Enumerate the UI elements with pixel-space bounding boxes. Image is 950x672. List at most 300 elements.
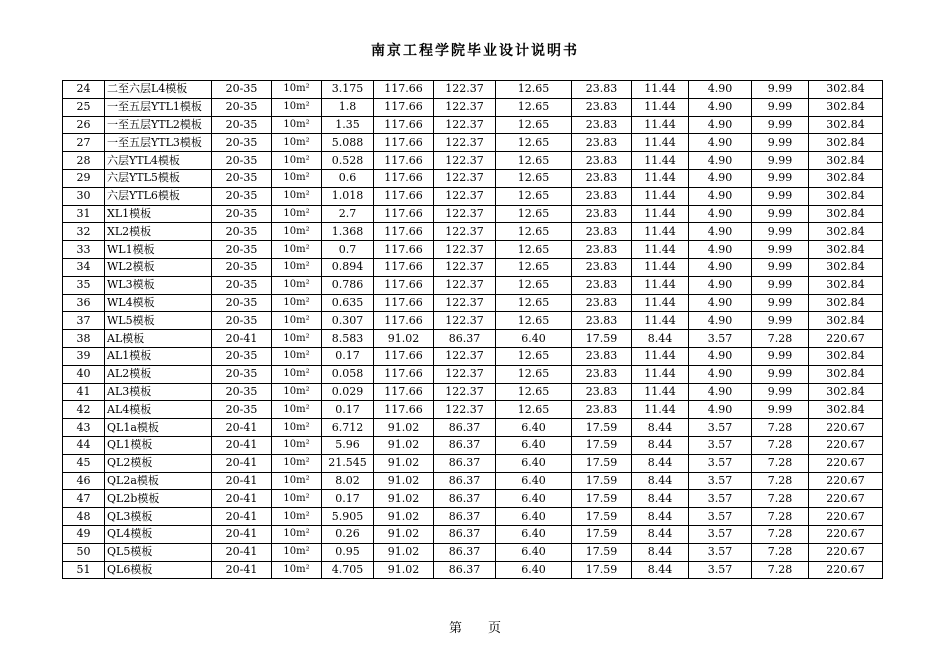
cell-quantity: 4.705 [322, 561, 374, 579]
table-row [63, 543, 883, 561]
cell-quota-code: 20-35 [212, 401, 272, 419]
cell-row-number: 31 [63, 205, 105, 223]
cell-quantity: 1.8 [322, 98, 374, 116]
table-row [63, 98, 883, 116]
cell-machine-cost: 23.83 [572, 383, 632, 401]
cell-tax: 9.99 [752, 116, 809, 134]
footer-page-prefix: 第 [448, 621, 462, 636]
cell-item-name: WL3模板 [105, 276, 212, 294]
cell-row-number: 48 [63, 508, 105, 526]
cell-labor-cost: 122.37 [434, 276, 496, 294]
cell-base-price: 117.66 [374, 205, 434, 223]
cell-tax: 9.99 [752, 134, 809, 152]
cell-quantity: 1.018 [322, 187, 374, 205]
cell-tax: 9.99 [752, 294, 809, 312]
cell-machine-cost: 23.83 [572, 205, 632, 223]
cell-tax: 9.99 [752, 276, 809, 294]
cell-labor-cost: 86.37 [434, 508, 496, 526]
cell-labor-cost: 86.37 [434, 472, 496, 490]
cell-tax: 9.99 [752, 205, 809, 223]
cell-item-name: 六层YTL6模板 [105, 187, 212, 205]
cell-quota-code: 20-35 [212, 294, 272, 312]
cell-total: 302.84 [809, 347, 883, 365]
cell-material-cost: 12.65 [496, 205, 572, 223]
cell-profit: 4.90 [689, 383, 752, 401]
cell-item-name: QL1模板 [105, 436, 212, 454]
cell-base-price: 117.66 [374, 152, 434, 170]
cell-tax: 7.28 [752, 490, 809, 508]
cell-row-number: 32 [63, 223, 105, 241]
cell-material-cost: 6.40 [496, 330, 572, 348]
cell-material-cost: 12.65 [496, 116, 572, 134]
table-row [63, 276, 883, 294]
cell-tax: 9.99 [752, 152, 809, 170]
cell-quantity: 0.17 [322, 401, 374, 419]
cell-management-fee: 11.44 [632, 152, 689, 170]
cell-row-number: 46 [63, 472, 105, 490]
cell-row-number: 30 [63, 187, 105, 205]
cell-management-fee: 8.44 [632, 543, 689, 561]
cell-base-price: 91.02 [374, 472, 434, 490]
data-table [62, 80, 883, 579]
cell-machine-cost: 23.83 [572, 187, 632, 205]
cell-base-price: 91.02 [374, 330, 434, 348]
cell-quantity: 6.712 [322, 419, 374, 437]
cell-quota-code: 20-41 [212, 419, 272, 437]
cell-material-cost: 12.65 [496, 294, 572, 312]
cell-unit: 10m² [272, 454, 322, 472]
cell-total: 302.84 [809, 312, 883, 330]
cell-tax: 7.28 [752, 436, 809, 454]
table-row [63, 294, 883, 312]
cell-unit: 10m² [272, 561, 322, 579]
cell-material-cost: 6.40 [496, 525, 572, 543]
cell-row-number: 51 [63, 561, 105, 579]
cell-item-name: AL2模板 [105, 365, 212, 383]
cell-profit: 4.90 [689, 169, 752, 187]
cell-tax: 9.99 [752, 81, 809, 99]
cell-tax: 7.28 [752, 525, 809, 543]
table-row [63, 365, 883, 383]
cell-total: 302.84 [809, 276, 883, 294]
cell-quantity: 5.96 [322, 436, 374, 454]
cell-total: 220.67 [809, 330, 883, 348]
table-row [63, 258, 883, 276]
cell-unit: 10m² [272, 169, 322, 187]
cell-total: 302.84 [809, 205, 883, 223]
cell-total: 220.67 [809, 419, 883, 437]
cell-base-price: 117.66 [374, 276, 434, 294]
cell-profit: 4.90 [689, 401, 752, 419]
cell-base-price: 117.66 [374, 169, 434, 187]
cell-unit: 10m² [272, 330, 322, 348]
cell-unit: 10m² [272, 543, 322, 561]
cell-total: 302.84 [809, 258, 883, 276]
cell-machine-cost: 23.83 [572, 401, 632, 419]
cell-row-number: 26 [63, 116, 105, 134]
cell-row-number: 28 [63, 152, 105, 170]
cell-tax: 9.99 [752, 241, 809, 259]
cell-labor-cost: 122.37 [434, 152, 496, 170]
cell-base-price: 91.02 [374, 454, 434, 472]
cell-management-fee: 8.44 [632, 436, 689, 454]
cell-base-price: 117.66 [374, 223, 434, 241]
cell-labor-cost: 86.37 [434, 419, 496, 437]
cell-quantity: 3.175 [322, 81, 374, 99]
cell-base-price: 117.66 [374, 187, 434, 205]
cell-material-cost: 6.40 [496, 561, 572, 579]
cell-unit: 10m² [272, 490, 322, 508]
cell-machine-cost: 17.59 [572, 330, 632, 348]
cell-row-number: 50 [63, 543, 105, 561]
cell-unit: 10m² [272, 312, 322, 330]
cell-quantity: 1.368 [322, 223, 374, 241]
cell-total: 220.67 [809, 436, 883, 454]
cell-item-name: QL2b模板 [105, 490, 212, 508]
cell-labor-cost: 86.37 [434, 490, 496, 508]
cell-total: 220.67 [809, 561, 883, 579]
cell-base-price: 91.02 [374, 508, 434, 526]
table-row [63, 152, 883, 170]
table-row [63, 312, 883, 330]
cell-total: 302.84 [809, 134, 883, 152]
cell-material-cost: 12.65 [496, 383, 572, 401]
cell-quota-code: 20-35 [212, 98, 272, 116]
cell-quantity: 2.7 [322, 205, 374, 223]
cell-management-fee: 11.44 [632, 383, 689, 401]
cell-total: 302.84 [809, 169, 883, 187]
cell-quota-code: 20-35 [212, 169, 272, 187]
cell-quantity: 0.6 [322, 169, 374, 187]
cell-management-fee: 11.44 [632, 98, 689, 116]
cell-quota-code: 20-41 [212, 472, 272, 490]
cell-quota-code: 20-35 [212, 205, 272, 223]
cell-machine-cost: 23.83 [572, 134, 632, 152]
cell-unit: 10m² [272, 152, 322, 170]
cell-unit: 10m² [272, 116, 322, 134]
cell-management-fee: 11.44 [632, 187, 689, 205]
cell-quota-code: 20-35 [212, 312, 272, 330]
cell-material-cost: 6.40 [496, 543, 572, 561]
cell-tax: 9.99 [752, 98, 809, 116]
cell-machine-cost: 23.83 [572, 169, 632, 187]
cell-machine-cost: 17.59 [572, 543, 632, 561]
cell-profit: 3.57 [689, 472, 752, 490]
cell-unit: 10m² [272, 436, 322, 454]
cell-tax: 7.28 [752, 472, 809, 490]
cell-row-number: 33 [63, 241, 105, 259]
cell-machine-cost: 23.83 [572, 241, 632, 259]
cell-unit: 10m² [272, 187, 322, 205]
cell-labor-cost: 122.37 [434, 312, 496, 330]
cell-material-cost: 6.40 [496, 490, 572, 508]
cell-profit: 3.57 [689, 436, 752, 454]
cell-unit: 10m² [272, 508, 322, 526]
cell-item-name: QL5模板 [105, 543, 212, 561]
cell-material-cost: 12.65 [496, 81, 572, 99]
cell-item-name: XL1模板 [105, 205, 212, 223]
cell-total: 302.84 [809, 116, 883, 134]
cell-quantity: 1.35 [322, 116, 374, 134]
cell-quota-code: 20-35 [212, 347, 272, 365]
cell-row-number: 25 [63, 98, 105, 116]
cell-total: 302.84 [809, 152, 883, 170]
cell-labor-cost: 86.37 [434, 543, 496, 561]
cell-quota-code: 20-35 [212, 81, 272, 99]
cell-material-cost: 12.65 [496, 241, 572, 259]
cell-machine-cost: 23.83 [572, 116, 632, 134]
cell-item-name: QL2模板 [105, 454, 212, 472]
cell-material-cost: 12.65 [496, 169, 572, 187]
cell-labor-cost: 122.37 [434, 81, 496, 99]
cell-unit: 10m² [272, 134, 322, 152]
cell-profit: 4.90 [689, 294, 752, 312]
cell-quantity: 0.786 [322, 276, 374, 294]
cell-labor-cost: 122.37 [434, 116, 496, 134]
cell-base-price: 117.66 [374, 312, 434, 330]
cell-row-number: 40 [63, 365, 105, 383]
cell-labor-cost: 122.37 [434, 241, 496, 259]
table-row [63, 223, 883, 241]
cell-labor-cost: 122.37 [434, 187, 496, 205]
cell-quota-code: 20-35 [212, 258, 272, 276]
cell-quota-code: 20-41 [212, 561, 272, 579]
cell-item-name: WL4模板 [105, 294, 212, 312]
cell-row-number: 43 [63, 419, 105, 437]
cell-management-fee: 8.44 [632, 561, 689, 579]
cell-quantity: 0.17 [322, 490, 374, 508]
cell-item-name: AL3模板 [105, 383, 212, 401]
cell-machine-cost: 17.59 [572, 472, 632, 490]
cell-machine-cost: 17.59 [572, 525, 632, 543]
table-row [63, 116, 883, 134]
cell-item-name: 一至五层YTL2模板 [105, 116, 212, 134]
cell-material-cost: 6.40 [496, 436, 572, 454]
table-row [63, 419, 883, 437]
cell-labor-cost: 122.37 [434, 294, 496, 312]
cell-labor-cost: 122.37 [434, 258, 496, 276]
cell-unit: 10m² [272, 347, 322, 365]
table-row [63, 436, 883, 454]
cell-management-fee: 11.44 [632, 241, 689, 259]
cell-unit: 10m² [272, 419, 322, 437]
cell-profit: 3.57 [689, 561, 752, 579]
cell-tax: 9.99 [752, 312, 809, 330]
cell-tax: 7.28 [752, 419, 809, 437]
cell-row-number: 38 [63, 330, 105, 348]
table-row [63, 330, 883, 348]
cell-total: 220.67 [809, 454, 883, 472]
cell-profit: 4.90 [689, 152, 752, 170]
cell-material-cost: 12.65 [496, 312, 572, 330]
cell-quantity: 0.17 [322, 347, 374, 365]
cell-tax: 9.99 [752, 223, 809, 241]
cell-item-name: QL3模板 [105, 508, 212, 526]
cell-profit: 3.57 [689, 330, 752, 348]
cell-tax: 9.99 [752, 383, 809, 401]
cell-profit: 3.57 [689, 508, 752, 526]
cell-unit: 10m² [272, 205, 322, 223]
page-footer [0, 617, 950, 636]
table-row [63, 454, 883, 472]
cell-management-fee: 8.44 [632, 472, 689, 490]
cell-labor-cost: 86.37 [434, 561, 496, 579]
cell-row-number: 49 [63, 525, 105, 543]
cell-item-name: 一至五层YTL1模板 [105, 98, 212, 116]
cell-profit: 3.57 [689, 525, 752, 543]
cell-row-number: 42 [63, 401, 105, 419]
cell-material-cost: 12.65 [496, 401, 572, 419]
table-row [63, 508, 883, 526]
cell-machine-cost: 23.83 [572, 312, 632, 330]
table-row [63, 205, 883, 223]
cell-quota-code: 20-35 [212, 383, 272, 401]
cell-quota-code: 20-35 [212, 152, 272, 170]
cell-tax: 9.99 [752, 169, 809, 187]
cell-row-number: 37 [63, 312, 105, 330]
cell-management-fee: 11.44 [632, 116, 689, 134]
cell-tax: 7.28 [752, 543, 809, 561]
cell-base-price: 117.66 [374, 365, 434, 383]
cell-base-price: 117.66 [374, 241, 434, 259]
cell-quota-code: 20-35 [212, 223, 272, 241]
cell-quantity: 0.029 [322, 383, 374, 401]
cell-item-name: QL4模板 [105, 525, 212, 543]
footer-page-suffix: 页 [488, 621, 502, 636]
cell-item-name: 六层YTL5模板 [105, 169, 212, 187]
cell-material-cost: 6.40 [496, 472, 572, 490]
cell-base-price: 91.02 [374, 525, 434, 543]
cell-unit: 10m² [272, 98, 322, 116]
cell-material-cost: 12.65 [496, 98, 572, 116]
table-row [63, 401, 883, 419]
cell-machine-cost: 23.83 [572, 258, 632, 276]
cell-quota-code: 20-41 [212, 454, 272, 472]
cell-labor-cost: 122.37 [434, 169, 496, 187]
cell-row-number: 47 [63, 490, 105, 508]
cell-management-fee: 11.44 [632, 347, 689, 365]
cell-item-name: QL6模板 [105, 561, 212, 579]
cell-profit: 3.57 [689, 454, 752, 472]
cell-management-fee: 11.44 [632, 134, 689, 152]
cell-row-number: 41 [63, 383, 105, 401]
cell-tax: 7.28 [752, 454, 809, 472]
cell-item-name: XL2模板 [105, 223, 212, 241]
cell-row-number: 29 [63, 169, 105, 187]
cell-total: 302.84 [809, 365, 883, 383]
cell-machine-cost: 17.59 [572, 490, 632, 508]
cell-profit: 4.90 [689, 205, 752, 223]
cell-labor-cost: 122.37 [434, 98, 496, 116]
cell-quantity: 8.583 [322, 330, 374, 348]
table-row [63, 525, 883, 543]
cell-management-fee: 11.44 [632, 294, 689, 312]
cell-base-price: 117.66 [374, 401, 434, 419]
cell-tax: 9.99 [752, 401, 809, 419]
cell-labor-cost: 122.37 [434, 365, 496, 383]
cell-material-cost: 12.65 [496, 187, 572, 205]
cell-item-name: AL4模板 [105, 401, 212, 419]
cell-material-cost: 12.65 [496, 223, 572, 241]
cell-material-cost: 12.65 [496, 152, 572, 170]
cell-unit: 10m² [272, 365, 322, 383]
cell-profit: 4.90 [689, 365, 752, 383]
cell-machine-cost: 17.59 [572, 454, 632, 472]
cell-tax: 7.28 [752, 508, 809, 526]
cell-unit: 10m² [272, 276, 322, 294]
cell-base-price: 117.66 [374, 116, 434, 134]
cell-material-cost: 6.40 [496, 454, 572, 472]
cell-labor-cost: 122.37 [434, 205, 496, 223]
cell-quota-code: 20-35 [212, 241, 272, 259]
cell-profit: 4.90 [689, 134, 752, 152]
cell-management-fee: 8.44 [632, 508, 689, 526]
cell-management-fee: 11.44 [632, 223, 689, 241]
cell-quota-code: 20-35 [212, 276, 272, 294]
cell-management-fee: 8.44 [632, 525, 689, 543]
cell-management-fee: 8.44 [632, 490, 689, 508]
cell-quota-code: 20-41 [212, 508, 272, 526]
cell-management-fee: 11.44 [632, 205, 689, 223]
cell-machine-cost: 23.83 [572, 294, 632, 312]
cell-profit: 4.90 [689, 347, 752, 365]
cell-management-fee: 11.44 [632, 81, 689, 99]
cell-row-number: 35 [63, 276, 105, 294]
cell-material-cost: 12.65 [496, 347, 572, 365]
cell-item-name: WL2模板 [105, 258, 212, 276]
cell-machine-cost: 23.83 [572, 347, 632, 365]
cell-unit: 10m² [272, 81, 322, 99]
cell-quota-code: 20-41 [212, 330, 272, 348]
page-title: 南京工程学院毕业设计说明书 [371, 43, 579, 59]
cell-base-price: 91.02 [374, 561, 434, 579]
cell-profit: 4.90 [689, 223, 752, 241]
cell-quota-code: 20-35 [212, 187, 272, 205]
cell-row-number: 34 [63, 258, 105, 276]
cell-material-cost: 12.65 [496, 365, 572, 383]
cell-material-cost: 12.65 [496, 276, 572, 294]
table-row [63, 241, 883, 259]
cell-material-cost: 6.40 [496, 508, 572, 526]
cell-labor-cost: 122.37 [434, 134, 496, 152]
cell-unit: 10m² [272, 525, 322, 543]
cell-total: 302.84 [809, 241, 883, 259]
cell-total: 302.84 [809, 383, 883, 401]
cell-base-price: 117.66 [374, 81, 434, 99]
cell-machine-cost: 17.59 [572, 419, 632, 437]
cell-tax: 9.99 [752, 365, 809, 383]
cell-total: 302.84 [809, 294, 883, 312]
table-row [63, 169, 883, 187]
cell-item-name: WL1模板 [105, 241, 212, 259]
cell-total: 220.67 [809, 525, 883, 543]
cell-management-fee: 11.44 [632, 169, 689, 187]
cell-row-number: 44 [63, 436, 105, 454]
cell-total: 302.84 [809, 401, 883, 419]
cell-profit: 4.90 [689, 312, 752, 330]
cell-item-name: QL2a模板 [105, 472, 212, 490]
cell-tax: 9.99 [752, 187, 809, 205]
cell-quantity: 5.905 [322, 508, 374, 526]
cell-labor-cost: 122.37 [434, 347, 496, 365]
cell-quantity: 0.307 [322, 312, 374, 330]
cell-management-fee: 11.44 [632, 258, 689, 276]
cell-item-name: 二至六层L4模板 [105, 81, 212, 99]
cell-base-price: 91.02 [374, 543, 434, 561]
cell-row-number: 27 [63, 134, 105, 152]
cell-machine-cost: 23.83 [572, 276, 632, 294]
cell-quantity: 0.058 [322, 365, 374, 383]
